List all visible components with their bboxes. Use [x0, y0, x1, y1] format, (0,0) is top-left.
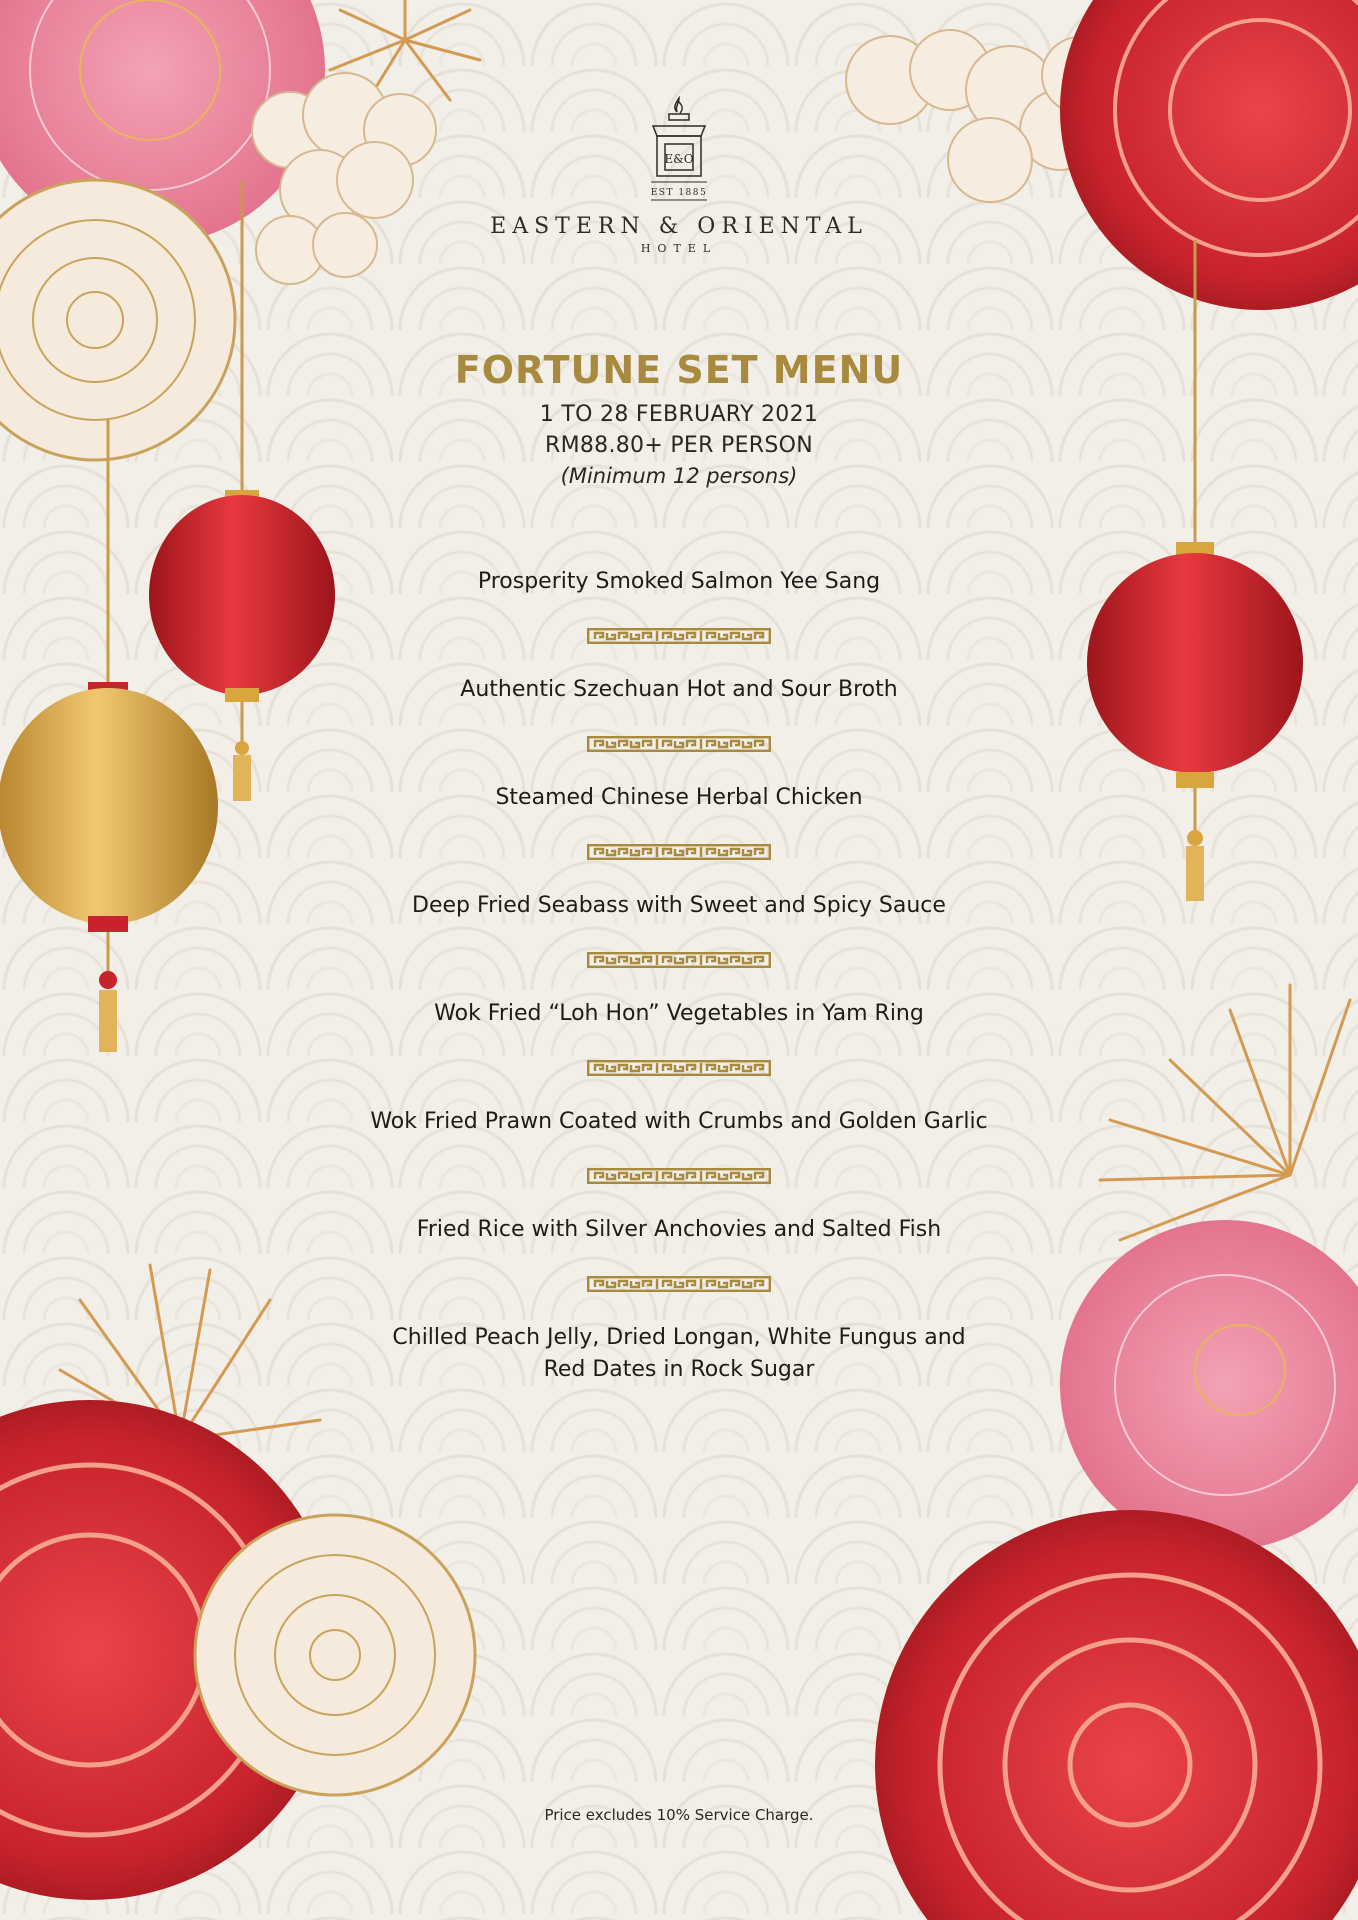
- menu-item: Fried Rice with Silver Anchovies and Salted Fish: [416, 1217, 942, 1242]
- firework-icon: [330, 0, 480, 105]
- menu-heading: [0, 348, 1358, 488]
- price-per-person: RM88.80+ PER PERSON: [544, 433, 813, 458]
- menu-item: Wok Fried Prawn Coated with Crumbs and Golden Garlic: [370, 1109, 988, 1134]
- menu-item-dessert-line1: Chilled Peach Jelly, Dried Longan, White Fungus and: [392, 1325, 966, 1350]
- crest-icon: [639, 96, 719, 212]
- menu-item: Deep Fried Seabass with Sweet and Spicy Sauce: [412, 893, 946, 918]
- page-title: FORTUNE SET MENU: [454, 348, 904, 392]
- fret-divider-icon: [587, 628, 771, 644]
- hotel-logo: [0, 96, 1358, 255]
- menu-list: [0, 566, 1358, 1386]
- service-charge-note: Price excludes 10% Service Charge.: [544, 1806, 814, 1824]
- minimum-persons-note: (Minimum 12 persons): [560, 464, 798, 488]
- menu-item: Wok Fried “Loh Hon” Vegetables in Yam Ring: [434, 1001, 924, 1026]
- menu-item: Prosperity Smoked Salmon Yee Sang: [477, 569, 881, 594]
- fret-divider-icon: [587, 952, 771, 968]
- peony-icon: [0, 1400, 340, 1900]
- fret-divider-icon: [587, 1060, 771, 1076]
- menu-item: Authentic Szechuan Hot and Sour Broth: [460, 677, 898, 702]
- menu-item: Steamed Chinese Herbal Chicken: [495, 785, 863, 810]
- peony-icon: [195, 1515, 475, 1795]
- fret-divider-icon: [587, 844, 771, 860]
- established-text: EST 1885: [650, 188, 708, 198]
- date-range: 1 TO 28 FEBRUARY 2021: [539, 402, 819, 427]
- crest-text: E&O: [664, 152, 694, 166]
- hotel-name: EASTERN & ORIENTAL: [490, 214, 868, 239]
- menu-item-dessert-line2: Red Dates in Rock Sugar: [543, 1357, 815, 1382]
- hotel-subtitle: HOTEL: [640, 242, 718, 255]
- fret-divider-icon: [587, 736, 771, 752]
- peony-icon: [875, 1510, 1358, 1920]
- fret-divider-icon: [587, 1276, 771, 1292]
- fret-divider-icon: [587, 1168, 771, 1184]
